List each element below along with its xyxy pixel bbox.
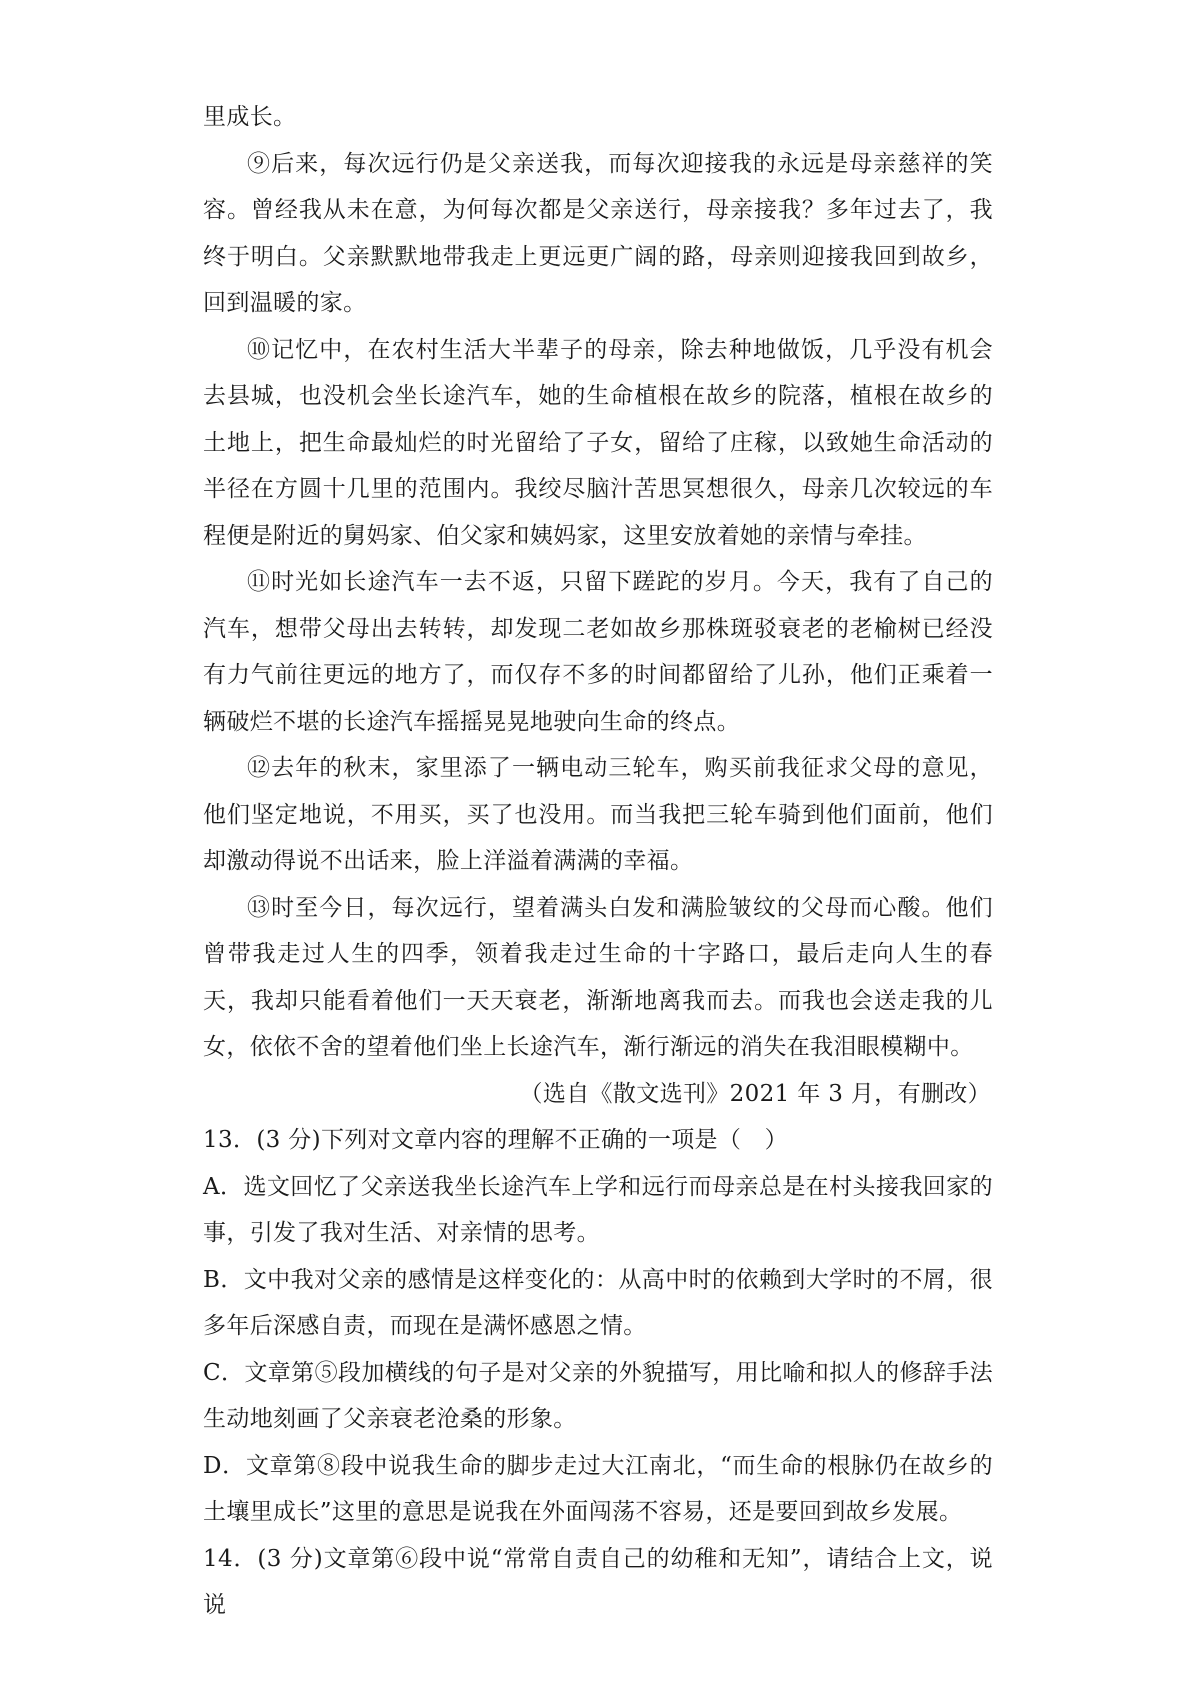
article-source-citation: （选自《散文选刊》2021 年 3 月，有删改） — [519, 1080, 991, 1107]
question-13 — [203, 1117, 993, 1536]
article-paragraph-9: ⑨后来，每次远行仍是父亲送我，而每次迎接我的永远是母亲慈祥的笑容。曾经我从未在意，为何每次都是父亲送行，母亲接我？多年过去了，我终于明白。父亲默默地带我走上更远更广阔的路，母亲则迎接我回到故乡，回到温暖的家。 — [203, 150, 993, 316]
question-13-option-a: A．选文回忆了父亲送我坐长途汽车上学和远行而母亲总是在村头接我回家的事，引发了我对生活、对亲情的思考。 — [203, 1173, 993, 1246]
page-content — [203, 94, 993, 1629]
question-13-option-c: C．文章第⑤段加横线的句子是对父亲的外貌描写，用比喻和拟人的修辞手法生动地刻画了父亲衰老沧桑的形象。 — [203, 1359, 993, 1432]
question-14 — [203, 1536, 993, 1629]
article-paragraph-11: ⑪时光如长途汽车一去不返，只留下蹉跎的岁月。今天，我有了自己的汽车，想带父母出去转转，却发现二老如故乡那株斑驳衰老的老榆树已经没有力气前往更远的地方了，而仅存不多的时间都留给了儿孙，他们正乘着一辆破烂不堪的长途汽车摇摇晃晃地驶向生命的终点。 — [203, 569, 993, 735]
article-paragraph-10: ⑩记忆中，在农村生活大半辈子的母亲，除去种地做饭，几乎没有机会去县城，也没机会坐长途汽车，她的生命植根在故乡的院落，植根在故乡的土地上，把生命最灿烂的时光留给了子女，留给了庄稼，以致她生命活动的半径在方圆十几里的范围内。我绞尽脑汁苦思冥想很久，母亲几次较远的车程便是附近的舅妈家、伯父家和姨妈家，这里安放着她的亲情与牵挂。 — [203, 336, 993, 549]
question-14-stem: 14．(3 分)文章第⑥段中说“常常自责自己的幼稚和无知”，请结合上文，说说 — [203, 1545, 993, 1618]
question-13-option-b: B．文中我对父亲的感情是这样变化的：从高中时的依赖到大学时的不屑，很多年后深感自责，而现在是满怀感恩之情。 — [203, 1266, 993, 1339]
question-13-stem: 13．(3 分)下列对文章内容的理解不正确的一项是（ ） — [203, 1127, 788, 1153]
article-paragraph-12: ⑫去年的秋末，家里添了一辆电动三轮车，购买前我征求父母的意见，他们坚定地说，不用买，买了也没用。而当我把三轮车骑到他们面前，他们却激动得说不出话来，脸上洋溢着满满的幸福。 — [203, 755, 993, 874]
article-paragraph-13: ⑬时至今日，每次远行，望着满头白发和满脸皱纹的父母而心酸。他们曾带我走过人生的四季，领着我走过生命的十字路口，最后走向人生的春天，我却只能看着他们一天天衰老，渐渐地离我而去。而我也会送走我的儿女，依依不舍的望着他们坐上长途汽车，渐行渐远的消失在我泪眼模糊中。 — [203, 894, 993, 1060]
article-paragraph-8-tail: 里成长。 — [203, 104, 297, 130]
question-13-option-d: D．文章第⑧段中说我生命的脚步走过大江南北，“而生命的根脉仍在故乡的土壤里成长”这里的意思是说我在外面闯荡不容易，还是要回到故乡发展。 — [203, 1452, 993, 1525]
